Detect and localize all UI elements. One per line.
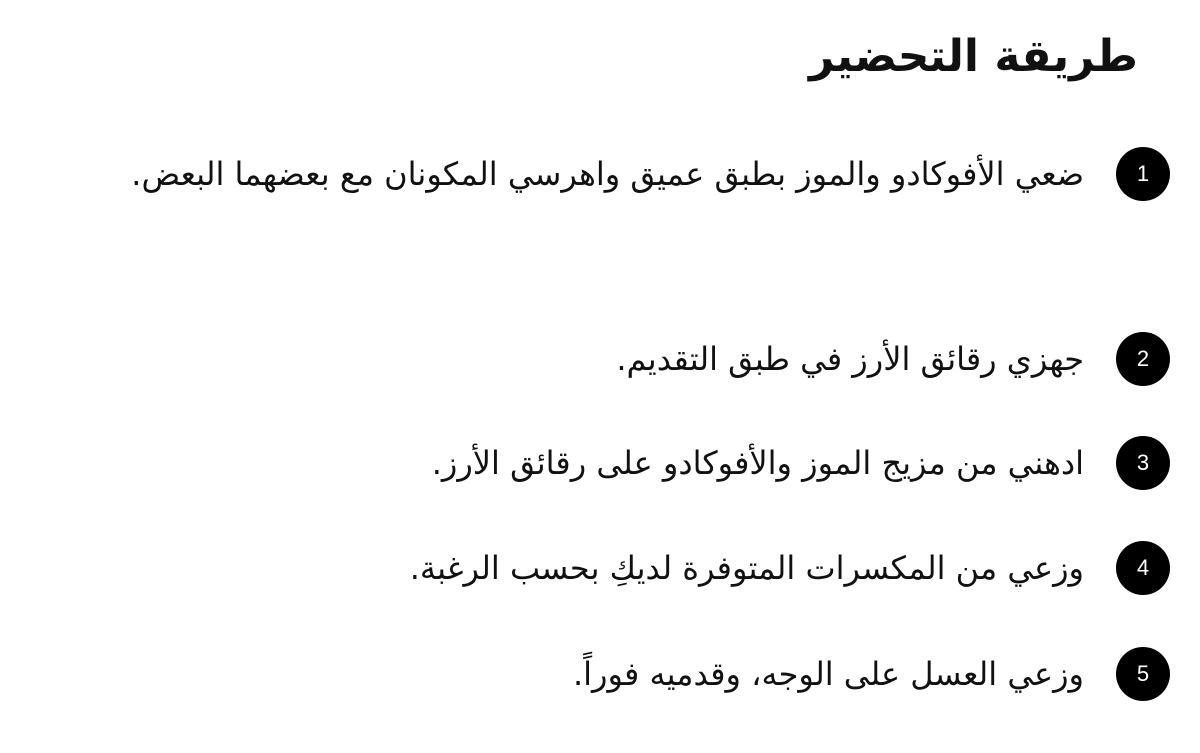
step-number-badge: 3 — [1116, 436, 1170, 490]
step-number-badge: 1 — [1116, 147, 1170, 201]
step-text: وزعي من المكسرات المتوفرة لديكِ بحسب الرغبة. — [409, 549, 1084, 587]
step-number-badge: 4 — [1116, 541, 1170, 595]
step-text: جهزي رقائق الأرز في طبق التقديم. — [616, 340, 1084, 378]
step-item-4 — [94, 534, 1170, 607]
step-text: ادهني من مزيج الموز والأفوكادو على رقائق الأرز. — [431, 444, 1084, 482]
section-title: طريقة التحضير — [809, 31, 1138, 82]
step-number-badge: 2 — [1116, 332, 1170, 386]
step-item-1 — [94, 140, 1170, 213]
step-item-2 — [94, 325, 1170, 398]
step-item-3 — [94, 429, 1170, 502]
step-text: ضعي الأفوكادو والموز بطبق عميق واهرسي المكونان مع بعضهما البعض. — [131, 155, 1084, 193]
step-item-5 — [94, 640, 1170, 713]
step-text: وزعي العسل على الوجه، وقدميه فوراً. — [572, 655, 1084, 693]
step-number-badge: 5 — [1116, 647, 1170, 701]
